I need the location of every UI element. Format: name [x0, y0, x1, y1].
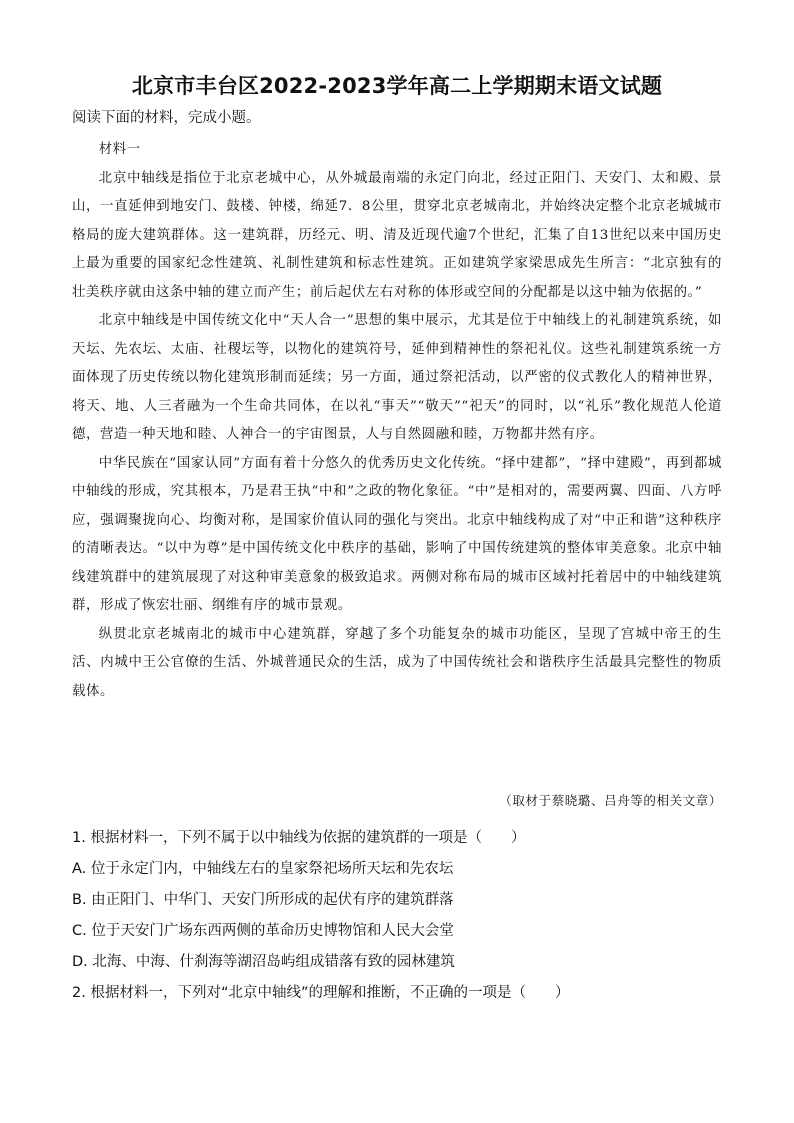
question-1-stem: 1. 根据材料一，下列不属于以中轴线为依据的建筑群的一项是（ ）	[72, 830, 526, 846]
question-1-option-a: A. 位于永定门内，中轴线左右的皇家祭祀场所天坛和先农坛	[72, 861, 454, 877]
page-title: 北京市丰台区2022-2023学年高二上学期期末语文试题	[131, 74, 663, 98]
material-paragraph: 中华民族在“国家认同”方面有着十分悠久的优秀历史文化传统。“择中建都”，“择中建殿”，再到都城中轴线的形成，究其根本，乃是君王执“中和”之政的物化象征。“中”是相对的，需要两翼、四面、八方呼应，强调聚拢向心、均衡对称，是国家价值认同的强化与突出。北京中轴线构成了对“中正和谐”这种秩序的清晰表达。“以中为尊”是中国传统文化中秩序的基础，影响了中国传统建筑的整体审美意象。北京中轴线建筑群中的建筑展现了对这种审美意象的极致追求。两侧对称布局的城市区域衬托着居中的中轴线建筑群，形成了恢宏壮丽、纲维有序的城市景观。	[72, 455, 722, 613]
reading-instruction: 阅读下面的材料，完成小题。	[72, 110, 261, 126]
question-1-option-b: B. 由正阳门、中华门、天安门所形成的起伏有序的建筑群落	[72, 892, 454, 908]
material-paragraph: 北京中轴线是中国传统文化中“天人合一”思想的集中展示，尤其是位于中轴线上的礼制建筑系统，如天坛、先农坛、太庙、社稷坛等，以物化的建筑符号，延伸到精神性的祭祀礼仪。这些礼制建筑系统一方面体现了历史传统以物化建筑形制而延续；另一方面，通过祭祀活动，以严密的仪式教化人的精神世界，将天、地、人三者融为一个生命共同体，在以礼“事天”“敬天”“祀天”的同时，以“礼乐”教化规范人伦道德，营造一种天地和睦、人神合一的宇宙图景，人与自然圆融和睦，万物都井然有序。	[72, 313, 722, 442]
question-1-option-d: D. 北海、中海、什刹海等湖沼岛屿组成错落有致的园林建筑	[72, 954, 455, 970]
material-paragraph: 北京中轴线是指位于北京老城中心，从外城最南端的永定门向北，经过正阳门、天安门、太和殿、景山，一直延伸到地安门、鼓楼、钟楼，绵延7．8公里，贯穿北京老城南北，并始终决定整个北京老城城市格局的庞大建筑群体。这一建筑群，历经元、明、清及近现代逾7个世纪，汇集了自13世纪以来中国历史上最为重要的国家纪念性建筑、礼制性建筑和标志性建筑。正如建筑学家梁思成先生所言：“北京独有的壮美秩序就由这条中轴的建立而产生；前后起伏左右对称的体形或空间的分配都是以这中轴为依据的。”	[72, 170, 722, 300]
question-1-option-c: C. 位于天安门广场东西两侧的革命历史博物馆和人民大会堂	[72, 923, 454, 939]
material-source: （取材于蔡晓璐、吕舟等的相关文章）	[499, 793, 722, 808]
material-paragraph: 纵贯北京老城南北的城市中心建筑群，穿越了多个功能复杂的城市功能区，呈现了宫城中帝王的生活、内城中王公官僚的生活、外城普通民众的生活，成为了中国传统社会和谐秩序生活最具完整性的物质载体。	[72, 626, 722, 699]
question-2-stem: 2. 根据材料一，下列对“北京中轴线”的理解和推断，不正确的一项是（ ）	[72, 985, 570, 1001]
material-label: 材料一	[98, 142, 141, 157]
material-one	[72, 136, 722, 706]
